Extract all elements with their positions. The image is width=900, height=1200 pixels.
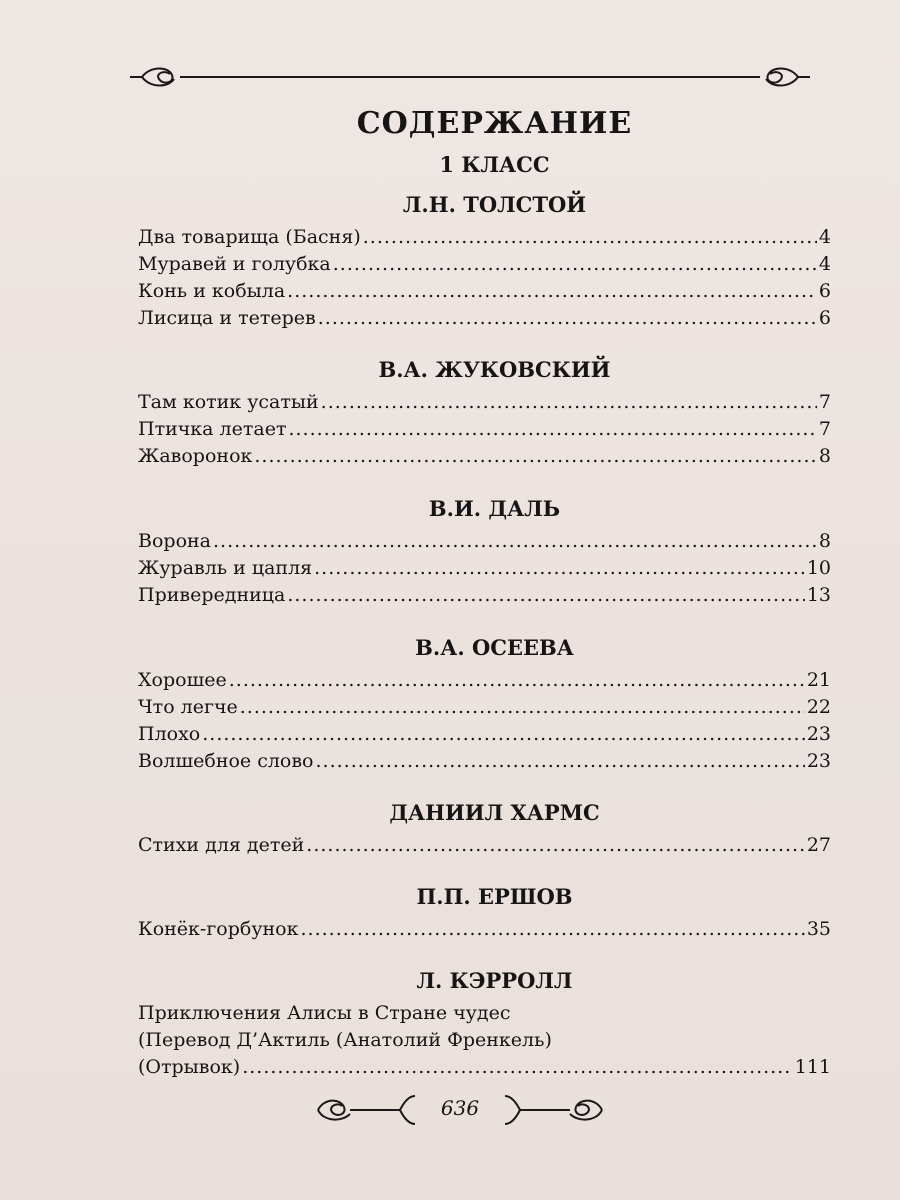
entry-title-line: (Перевод Д’Актиль (Анатолий Френкель) <box>138 1029 552 1051</box>
entry-title: Жаворонок <box>138 445 253 467</box>
dot-leader <box>306 832 805 859</box>
author-heading: В.А. ЖУКОВСКИЙ <box>378 357 611 382</box>
entry-title: Привередница <box>138 584 286 606</box>
dot-leader <box>288 416 816 443</box>
toc-entry[interactable] <box>138 528 831 555</box>
dot-leader <box>254 443 817 470</box>
entry-title: Два товарища (Басня) <box>138 226 361 248</box>
entry-page: 6 <box>818 307 831 329</box>
entry-title: Журавль и цапля <box>138 557 313 579</box>
dot-leader <box>314 555 805 582</box>
entry-page: 21 <box>806 669 831 691</box>
entry-page: 7 <box>818 418 831 440</box>
toc-entry[interactable] <box>138 389 831 416</box>
entry-page: 23 <box>806 723 831 745</box>
dot-leader <box>301 916 805 943</box>
author-heading: В.И. ДАЛЬ <box>428 496 561 521</box>
entry-title: Волшебное слово <box>138 750 314 772</box>
dot-leader <box>213 528 817 555</box>
entry-page: 7 <box>818 391 831 413</box>
entry-page: 6 <box>818 280 831 302</box>
table-of-contents <box>138 100 831 1081</box>
toc-entry[interactable] <box>138 555 831 582</box>
entry-page: 111 <box>794 1056 831 1078</box>
author-section <box>138 878 831 943</box>
toc-entry[interactable] <box>138 443 831 470</box>
toc-entry[interactable] <box>138 1054 831 1081</box>
entry-title: Хорошее <box>138 669 227 691</box>
entry-page: 27 <box>806 834 831 856</box>
toc-entry[interactable] <box>138 748 831 775</box>
entry-title: Там котик усатый <box>138 391 319 413</box>
toc-entry[interactable] <box>138 694 831 721</box>
author-section <box>138 490 831 609</box>
dot-leader <box>287 278 817 305</box>
dot-leader <box>318 305 817 332</box>
dot-leader <box>363 224 817 251</box>
entry-title-line: Приключения Алисы в Стране чудес <box>138 1002 511 1024</box>
entry-title: Конёк-горбунок <box>138 918 299 940</box>
toc-entry[interactable] <box>138 305 831 332</box>
entry-page: 4 <box>818 253 831 275</box>
toc-entry[interactable] <box>138 251 831 278</box>
entry-page: 22 <box>806 696 831 718</box>
dot-leader <box>287 582 804 609</box>
toc-entry[interactable] <box>138 916 831 943</box>
author-heading: В.А. ОСЕЕВА <box>415 635 574 660</box>
dot-leader <box>242 1054 793 1081</box>
entry-title: Лисица и тетерев <box>138 307 316 329</box>
author-section <box>138 186 831 332</box>
entry-page: 10 <box>806 557 831 579</box>
class-heading: 1 КЛАСС <box>439 152 550 177</box>
dot-leader <box>321 389 817 416</box>
entry-title: Ворона <box>138 530 211 552</box>
entry-title: (Отрывок) <box>138 1056 241 1078</box>
toc-entry[interactable] <box>138 667 831 694</box>
page-title: СОДЕРЖАНИЕ <box>356 106 633 141</box>
author-heading: Л. КЭРРОЛЛ <box>416 968 573 993</box>
dot-leader <box>333 251 817 278</box>
entry-title: Птичка летает <box>138 418 287 440</box>
entry-page: 4 <box>818 226 831 248</box>
entry-title: Что легче <box>138 696 238 718</box>
entry-title: Стихи для детей <box>138 834 305 856</box>
flourish-rule-icon <box>120 62 820 92</box>
entry-page: 8 <box>818 530 831 552</box>
toc-entry[interactable] <box>138 582 831 609</box>
author-heading: Л.Н. ТОЛСТОЙ <box>402 192 587 217</box>
toc-entry[interactable] <box>138 224 831 251</box>
entry-title: Плохо <box>138 723 201 745</box>
toc-entry[interactable] <box>138 416 831 443</box>
entry-page: 8 <box>818 445 831 467</box>
author-heading: П.П. ЕРШОВ <box>416 884 573 909</box>
dot-leader <box>229 667 805 694</box>
author-section <box>138 794 831 859</box>
toc-entry[interactable] <box>138 278 831 305</box>
author-section <box>138 629 831 775</box>
dot-leader <box>240 694 805 721</box>
author-section <box>138 351 831 470</box>
entry-title: Муравей и голубка <box>138 253 331 275</box>
entry-page: 13 <box>806 584 831 606</box>
entry-page: 23 <box>806 750 831 772</box>
entry-title: Конь и кобыла <box>138 280 286 302</box>
toc-entry[interactable] <box>138 721 831 748</box>
dot-leader <box>202 721 805 748</box>
author-heading: ДАНИИЛ ХАРМС <box>389 800 600 825</box>
page-number: 636 <box>440 1096 480 1120</box>
author-section <box>138 962 831 1081</box>
toc-entry[interactable] <box>138 832 831 859</box>
entry-page: 35 <box>806 918 831 940</box>
dot-leader <box>316 748 805 775</box>
